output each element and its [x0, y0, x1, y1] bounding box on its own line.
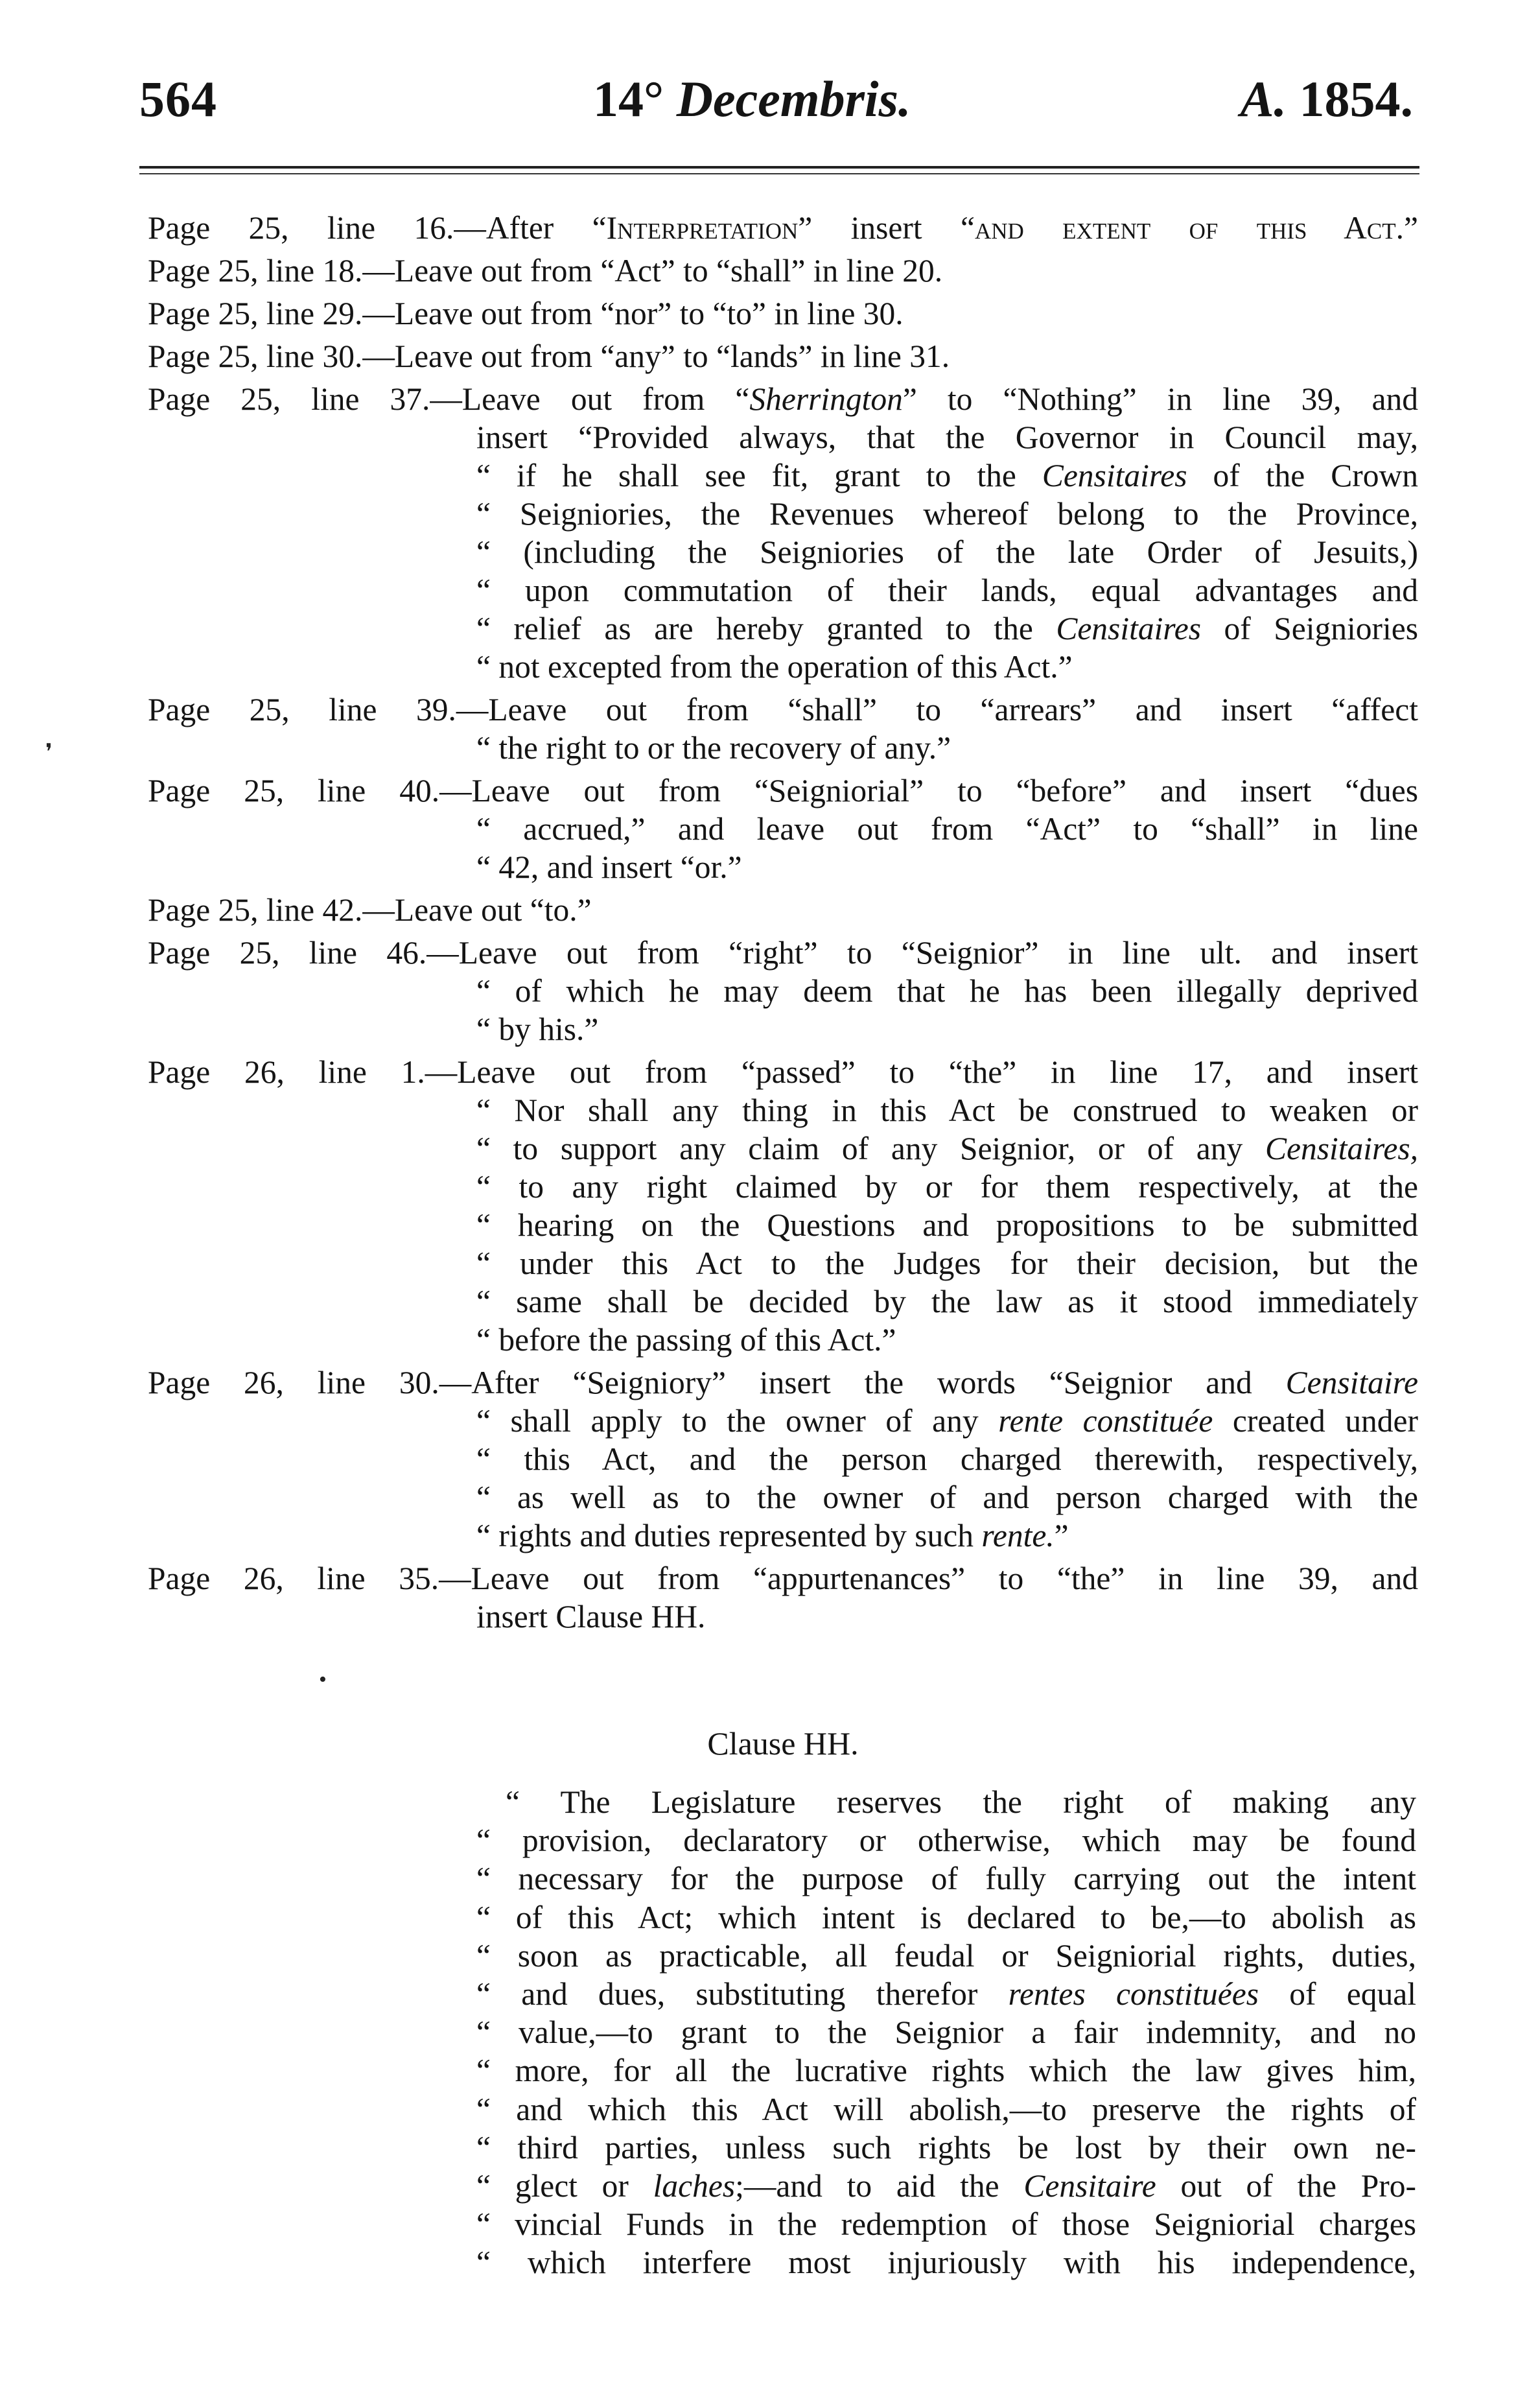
amendment-continuation-line — [476, 418, 1418, 456]
amendment-reference: Page 25, line 40. — [148, 773, 440, 808]
clause-line — [476, 1783, 1416, 1821]
text-run: —Leave out from “nor” to “to” in line 30. — [362, 296, 904, 331]
amendment-first-line — [148, 1559, 1418, 1598]
amendment-continuation-line — [476, 609, 1418, 648]
header-year-prefix: A. — [1240, 71, 1287, 127]
amendment-entry — [148, 209, 1418, 247]
amendment-continuation-line — [476, 1206, 1418, 1244]
amendment-reference: Page 25, line 39. — [148, 692, 456, 727]
amendment-entry — [148, 380, 1418, 686]
clause-line — [476, 1937, 1416, 1975]
amendments-list — [148, 209, 1418, 1640]
clause-line — [476, 2243, 1416, 2282]
text-run: Censitaires — [1042, 458, 1187, 493]
amendment-first-line — [148, 1363, 1418, 1402]
amendment-first-line — [148, 294, 1418, 333]
text-run: “ if he shall see fit, grant to the — [476, 458, 1042, 493]
amendment-reference: Page 25, line 18. — [148, 253, 363, 289]
text-run: “ to any right claimed by or for them respectively, at the — [476, 1169, 1418, 1205]
amendment-entry — [148, 934, 1418, 1048]
print-speck: • — [319, 1668, 327, 1692]
text-run: ” — [1054, 1518, 1069, 1553]
text-run: “ necessary for the purpose of fully carrying out the intent — [476, 1861, 1416, 1897]
clause-line — [476, 1898, 1416, 1937]
amendment-first-line — [148, 934, 1418, 972]
text-run: “ by his.” — [476, 1011, 599, 1047]
amendment-continuation-line — [476, 1402, 1418, 1440]
amendment-reference: Page 25, line 29. — [148, 296, 363, 331]
text-run: insert “Provided always, that the Governor in Council may, — [476, 419, 1418, 455]
text-run: “ Nor shall any thing in this Act be construed to weaken or — [476, 1092, 1418, 1128]
text-run: rentes constituées — [1008, 1976, 1259, 2012]
text-run: —Leave out from “shall” to “arrears” and insert “affect — [456, 692, 1418, 727]
text-run: laches — [653, 2168, 736, 2204]
text-run: of equal — [1258, 1976, 1416, 2012]
amendment-continuation-line — [476, 810, 1418, 848]
text-run: rente. — [981, 1518, 1055, 1553]
amendment-continuation-line — [476, 456, 1418, 495]
clause-line — [476, 2205, 1416, 2243]
text-run: “ soon as practicable, all feudal or Seigniorial rights, duties, — [476, 1937, 1416, 1974]
text-run: “ vincial Funds in the redemption of those Seigniorial charges — [476, 2206, 1416, 2243]
text-run: ” insert “ — [798, 210, 975, 246]
page-number: 564 — [139, 71, 217, 127]
text-run: “ Seigniories, the Revenues whereof belong to the Province, — [476, 496, 1418, 532]
clause-line — [476, 1975, 1416, 2013]
amendment-first-line — [148, 252, 1418, 290]
text-run: “ to support any claim of any Seignior, or of any — [476, 1131, 1265, 1166]
text-run: rente constituée — [998, 1403, 1213, 1439]
amendment-continuation-line — [476, 1282, 1418, 1321]
amendment-first-line — [148, 209, 1418, 247]
header-rule-thin — [139, 173, 1419, 174]
text-run: “ glect or — [476, 2168, 653, 2204]
text-run: —Leave out from “any” to “lands” in line 31. — [362, 338, 950, 374]
clause-body — [476, 1783, 1416, 2282]
text-run: —Leave out from “Seigniorial” to “before” and insert “dues — [439, 773, 1418, 808]
text-run: “ The Legislature reserves the right of making any — [506, 1784, 1416, 1820]
clause-line — [476, 2167, 1416, 2205]
amendment-continuation-line — [476, 729, 1418, 767]
text-run: and extent of this Act. — [974, 210, 1405, 246]
clause-title: Clause HH. — [707, 1725, 859, 1762]
amendment-entry — [148, 1363, 1418, 1555]
amendment-first-line — [148, 690, 1418, 729]
amendment-reference: Page 25, line 46. — [148, 935, 427, 971]
text-run: —Leave out from “Act” to “shall” in line 20. — [362, 253, 943, 289]
text-run: of the Crown — [1187, 458, 1418, 493]
amendment-continuation-line — [476, 1598, 1418, 1636]
text-run: insert Clause HH. — [476, 1599, 706, 1634]
text-run: “ rights and duties represented by such — [476, 1518, 982, 1553]
text-run: “ and which this Act will abolish,—to preserve the rights of — [476, 2091, 1416, 2127]
amendment-reference: Page 26, line 1. — [148, 1054, 425, 1090]
amendment-reference: Page 25, line 16. — [148, 210, 454, 246]
text-run: out of the Pro- — [1156, 2168, 1416, 2204]
amendment-first-line — [148, 891, 1418, 929]
text-run: ” — [1404, 210, 1418, 246]
text-run: Censitaire — [1023, 2168, 1156, 2204]
text-run: —Leave out from “ — [430, 381, 750, 417]
header-date — [593, 70, 911, 128]
text-run: ” to “Nothing” in line 39, and — [902, 381, 1418, 417]
text-run: “ before the passing of this Act.” — [476, 1322, 896, 1358]
text-run: Sherrington — [749, 381, 903, 417]
text-run: “ this Act, and the person charged therewith, respectively, — [476, 1441, 1418, 1477]
clause-line — [476, 2129, 1416, 2167]
text-run: “ not excepted from the operation of this Act.” — [476, 649, 1073, 685]
text-run: “ shall apply to the owner of any — [476, 1403, 999, 1439]
header-year-value: 1854. — [1299, 71, 1413, 127]
text-run: “ 42, and insert “or.” — [476, 849, 742, 885]
amendment-continuation-line — [476, 1478, 1418, 1516]
text-run: “ relief as are hereby granted to the — [476, 611, 1056, 646]
amendment-continuation-line — [476, 972, 1418, 1010]
text-run: “ and dues, substituting therefor — [476, 1976, 1009, 2012]
clause-line — [476, 1821, 1416, 1859]
amendment-first-line — [148, 772, 1418, 810]
amendment-continuation-line — [476, 848, 1418, 886]
running-header — [139, 70, 1419, 128]
text-run: “ as well as to the owner of and person charged with the — [476, 1480, 1418, 1515]
text-run: —Leave out from “appurtenances” to “the” in line 39, and — [439, 1561, 1418, 1596]
amendment-continuation-line — [476, 1321, 1418, 1359]
header-rule-thick — [139, 166, 1419, 169]
amendment-entry — [148, 772, 1418, 886]
amendment-reference: Page 25, line 37. — [148, 381, 430, 417]
amendment-first-line — [148, 337, 1418, 375]
print-speck: ❜ — [45, 740, 52, 764]
text-run: “ provision, declaratory or otherwise, which may be found — [476, 1822, 1416, 1859]
amendment-first-line — [148, 1053, 1418, 1091]
amendment-continuation-line — [476, 1516, 1418, 1555]
amendment-entry — [148, 337, 1418, 375]
text-run: Censitaires — [1056, 611, 1201, 646]
amendment-continuation-line — [476, 571, 1418, 609]
amendment-continuation-line — [476, 1091, 1418, 1129]
text-run: “ same shall be decided by the law as it stood immediately — [476, 1284, 1418, 1319]
text-run: “ which interfere most injuriously with his independence, — [476, 2245, 1416, 2281]
text-run: “ value,—to grant to the Seignior a fair indemnity, and no — [476, 2014, 1416, 2051]
clause-line — [476, 2090, 1416, 2129]
text-run: “ accrued,” and leave out from “Act” to “shall” in line — [476, 811, 1418, 847]
text-run: Interpretation — [606, 210, 799, 246]
amendment-entry — [148, 891, 1418, 929]
clause-line — [476, 1859, 1416, 1898]
text-run: ;—and to aid the — [735, 2168, 1024, 2204]
text-run: —After “Seigniory” insert the words “Seignior and — [439, 1365, 1286, 1400]
text-run: “ (including the Seigniories of the late Order of Jesuits,) — [476, 534, 1418, 570]
text-run: Censitaire — [1285, 1365, 1418, 1400]
amendment-reference: Page 25, line 42. — [148, 892, 363, 928]
text-run: —After “ — [454, 210, 607, 246]
amendment-reference: Page 26, line 35. — [148, 1561, 439, 1596]
clause-line — [476, 2051, 1416, 2090]
text-run: “ more, for all the lucrative rights which the law gives him, — [476, 2053, 1416, 2089]
text-run: “ hearing on the Questions and propositions to be submitted — [476, 1207, 1418, 1243]
text-run: “ of this Act; which intent is declared to be,—to abolish as — [476, 1899, 1416, 1935]
text-run: “ under this Act to the Judges for their decision, but the — [476, 1245, 1418, 1281]
amendment-reference: Page 25, line 30. — [148, 338, 363, 374]
header-date-day: 14° — [593, 71, 664, 127]
header-year — [1240, 70, 1413, 128]
amendment-reference: Page 26, line 30. — [148, 1365, 439, 1400]
amendment-continuation-line — [476, 495, 1418, 533]
clause-line — [476, 2013, 1416, 2051]
text-run: Censitaires, — [1265, 1131, 1418, 1166]
amendment-continuation-line — [476, 648, 1418, 686]
amendment-continuation-line — [476, 1244, 1418, 1282]
amendment-continuation-line — [476, 1129, 1418, 1168]
amendment-entry — [148, 690, 1418, 767]
amendment-continuation-line — [476, 1168, 1418, 1206]
amendment-entry — [148, 294, 1418, 333]
text-run: “ upon commutation of their lands, equal advantages and — [476, 572, 1418, 608]
amendment-entry — [148, 1559, 1418, 1636]
amendment-continuation-line — [476, 1440, 1418, 1478]
amendment-continuation-line — [476, 1010, 1418, 1048]
text-run: of Seigniories — [1200, 611, 1418, 646]
text-run: —Leave out from “right” to “Seignior” in line ult. and insert — [426, 935, 1418, 971]
text-run: created under — [1213, 1403, 1418, 1439]
amendment-entry — [148, 252, 1418, 290]
amendment-first-line — [148, 380, 1418, 418]
header-date-month: Decembris. — [676, 71, 911, 127]
text-run: —Leave out from “passed” to “the” in line 17, and insert — [425, 1054, 1418, 1090]
text-run: —Leave out “to.” — [362, 892, 592, 928]
amendment-continuation-line — [476, 533, 1418, 571]
text-run: “ third parties, unless such rights be lost by their own ne- — [476, 2129, 1416, 2165]
amendment-entry — [148, 1053, 1418, 1359]
text-run: “ of which he may deem that he has been illegally deprived — [476, 973, 1418, 1009]
text-run: “ the right to or the recovery of any.” — [476, 730, 951, 766]
